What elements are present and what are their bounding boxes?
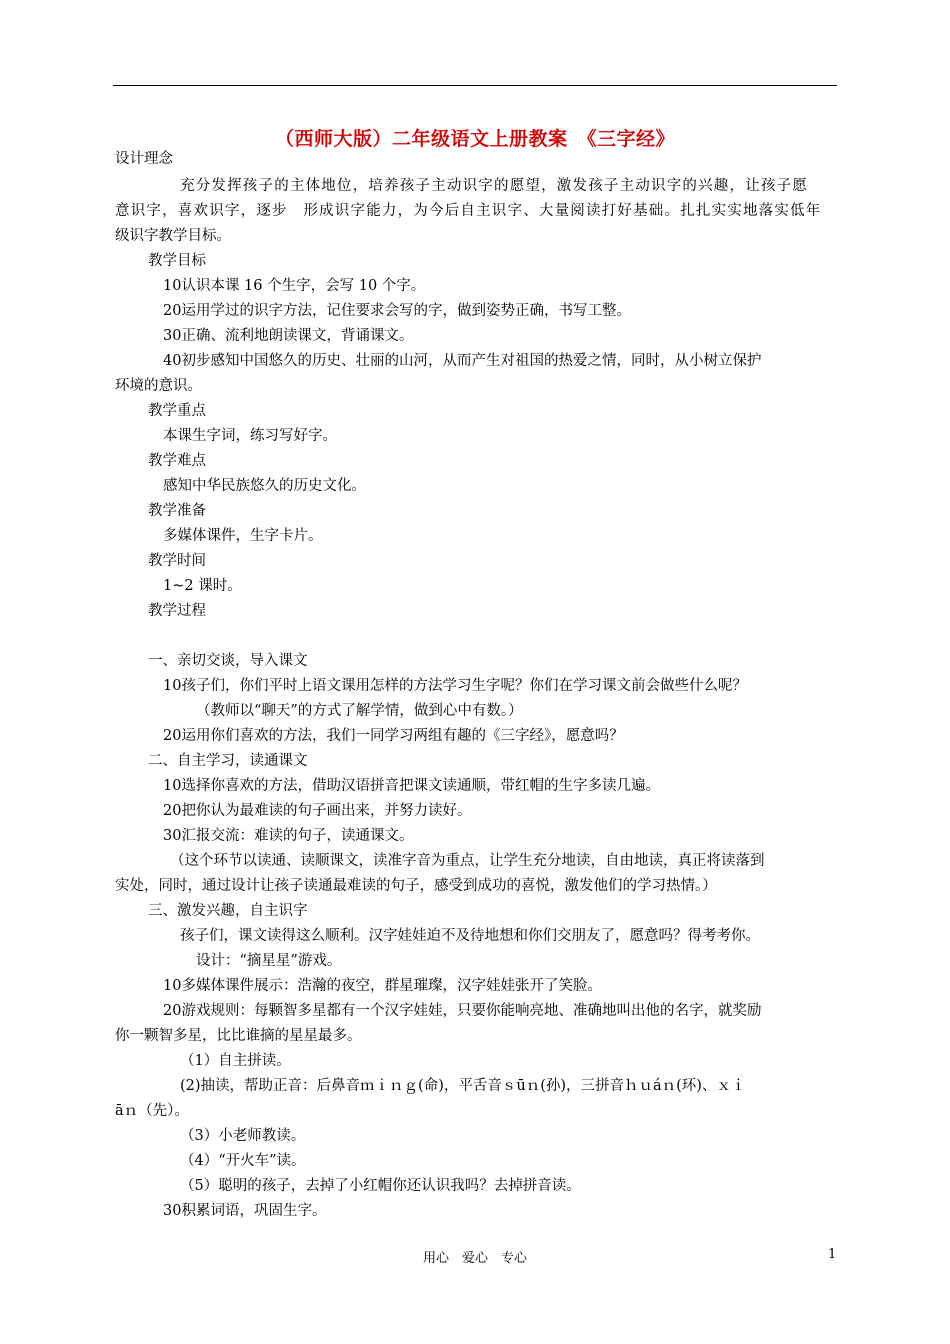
design-concept-line-3: 级识字教学目标。 [115, 228, 231, 244]
section-2-note-line-1: （这个环节以读通、读顺课文，读准字音为重点，让学生充分地读，自由地读，真正将读落到 [170, 853, 765, 869]
section-3-item-2-line-1: 20游戏规则：每颗智多星都有一个汉字娃娃，只要你能响亮地、准确地叫出他的名字，就奖励 [163, 1003, 762, 1019]
section-2-item-1: 10选择你喜欢的方法，借助汉语拼音把课文读通顺，带红帽的生字多读几遍。 [163, 778, 660, 794]
document-title: （西师大版）二年级语文上册教案 《三字经》 [274, 128, 675, 150]
time-heading: 教学时间 [148, 553, 206, 569]
difficulty-heading: 教学难点 [148, 453, 206, 469]
section-2-heading: 二、自主学习，读通课文 [148, 753, 308, 769]
footer-motto: 用心 爱心 专心 [422, 1251, 527, 1266]
goal-3: 30正确、流利地朗读课文，背诵课文。 [163, 328, 414, 344]
goal-2: 20运用学过的识字方法，记住要求会写的字，做到姿势正确，书写工整。 [163, 303, 631, 319]
difficulty-text: 感知中华民族悠久的历史文化。 [163, 478, 366, 494]
section-2-item-3: 30汇报交流：难读的句子，读通课文。 [163, 828, 414, 844]
section-3-item-1: 10多媒体课件展示：浩瀚的夜空，群星璀璨，汉字娃娃张开了笑脸。 [163, 978, 602, 994]
goals-heading: 教学目标 [148, 253, 206, 269]
section-1-item-2: 20运用你们喜欢的方法，我们一同学习两组有趣的《三字经》，愿意吗？ [163, 728, 624, 744]
section-2-note-line-2: 实处，同时，通过设计让孩子读通最难读的句子，感受到成功的喜悦，激发他们的学习热情。） [115, 878, 717, 894]
goal-4-line-1: 40初步感知中国悠久的历史、壮丽的山河，从而产生对祖国的热爱之情，同时，从小树立保护 [163, 353, 762, 369]
process-heading: 教学过程 [148, 603, 206, 619]
section-1-heading: 一、亲切交谈，导入课文 [148, 653, 308, 669]
section-1-item-1: 10孩子们，你们平时上语文课用怎样的方法学习生字呢？你们在学习课文前会做些什么呢？ [163, 678, 747, 694]
section-3-sub-4: （4）“开火车”读。 [180, 1153, 306, 1169]
page-number: 1 [828, 1247, 837, 1262]
prep-heading: 教学准备 [148, 503, 206, 519]
section-3-item-3: 30积累词语，巩固生字。 [163, 1203, 327, 1219]
design-concept-heading: 设计理念 [115, 151, 173, 167]
design-concept-line-2: 意识字，喜欢识字，逐步 形成识字能力，为今后自主识字、大量阅读打好基础。扎扎实实地落实低年 [115, 203, 822, 219]
key-points-heading: 教学重点 [148, 403, 206, 419]
section-3-sub-2-line-1: (2)抽读，帮助正音：后鼻音ｍｉｎｇ(命)，平舌音ｓūｎ(孙)，三拼音ｈｕáｎ(环)、ｘｉ [180, 1078, 746, 1094]
header-rule [113, 85, 837, 86]
goal-1: 10认识本课 16 个生字，会写 10 个字。 [163, 278, 426, 294]
section-3-sub-1: （1）自主拼读。 [180, 1053, 291, 1069]
key-points-text: 本课生字词，练习写好字。 [163, 428, 337, 444]
goal-4-line-2: 环境的意识。 [115, 378, 202, 394]
section-3-sub-5: （5）聪明的孩子，去掉了小红帽你还认识我吗？去掉拼音读。 [180, 1178, 581, 1194]
section-1-note: （教师以“聊天”的方式了解学情，做到心中有数。） [196, 703, 523, 719]
section-3-design: 设计：“摘星星”游戏。 [196, 953, 342, 969]
section-3-sub-2-line-2: āｎ（先）。 [115, 1103, 189, 1119]
section-3-sub-3: （3）小老师教读。 [180, 1128, 306, 1144]
section-2-item-2: 20把你认为最难读的句子画出来，并努力读好。 [163, 803, 472, 819]
design-concept-line-1: 充分发挥孩子的主体地位，培养孩子主动识字的愿望，激发孩子主动识字的兴趣，让孩子愿 [180, 178, 808, 194]
prep-text: 多媒体课件，生字卡片。 [163, 528, 323, 544]
section-3-intro: 孩子们，课文读得这么顺利。汉字娃娃迫不及待地想和你们交朋友了，愿意吗？得考考你。 [180, 928, 760, 944]
section-3-item-2-line-2: 你一颗智多星，比比谁摘的星星最多。 [115, 1028, 362, 1044]
time-text: 1~2 课时。 [163, 578, 242, 594]
section-3-heading: 三、激发兴趣，自主识字 [148, 903, 308, 919]
